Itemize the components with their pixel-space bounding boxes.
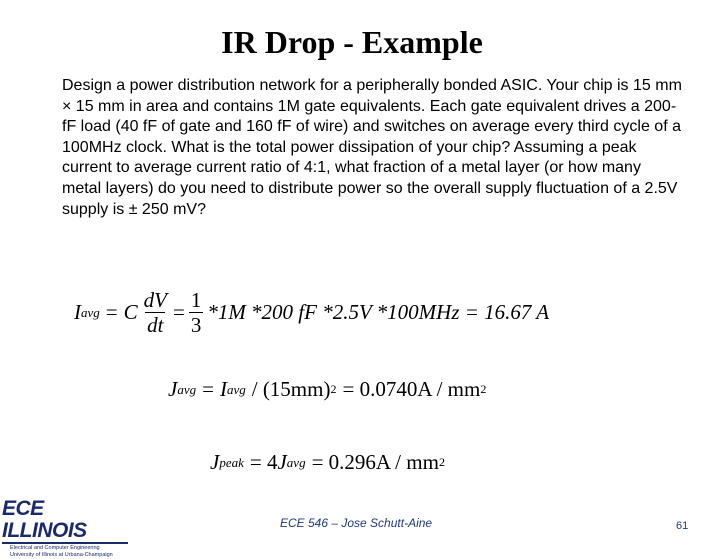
- page-number: 61: [676, 520, 689, 532]
- eq1-equals-2: =: [172, 300, 185, 324]
- eq1-one-den: 3: [190, 313, 202, 337]
- eq1-frac-num: dV: [143, 288, 167, 312]
- eq1-lhs-sub: avg: [81, 304, 100, 320]
- eq2-i: I: [219, 377, 227, 401]
- eq2-result: = 0.0740A / mm: [342, 377, 481, 401]
- equation-javg: [168, 377, 486, 402]
- eq3-j-sub: avg: [286, 454, 306, 470]
- slide-title: IR Drop - Example: [221, 24, 483, 60]
- eq2-result-sup: 2: [480, 382, 487, 396]
- eq1-equals: =: [105, 300, 118, 324]
- eq2-lhs-sub: avg: [177, 381, 197, 397]
- eq3-result: = 0.296A / mm: [311, 450, 439, 474]
- eq1-frac-den: dt: [147, 313, 164, 337]
- footer-course: ECE 546 – Jose Schutt-Aine: [280, 516, 433, 530]
- eq1-c: C: [123, 300, 138, 324]
- eq1-one-num: 1: [190, 288, 202, 312]
- logo-subtitle-2: University of Illinois at Urbana-Champaign: [10, 552, 113, 558]
- logo-title: ECE ILLINOIS: [2, 497, 87, 542]
- eq1-dv-dt-fraction: [142, 288, 169, 337]
- eq3-lhs: J: [210, 450, 220, 474]
- equation-iavg: [74, 288, 549, 337]
- problem-statement: Design a power distribution network for a peripherally bonded ASIC. Your chip is 15 mm × 15 mm in area and contains 1M gate equivalents. Each gate equivalent drives a 200-fF load (40 fF of gate and 160 fF of wire) and switches on average every third cycle of a 100MHz clock. What is the total power dissipation of your chip? Assuming a peak current to average current ratio of 4:1, what fraction of a metal layer (or how many metal layers) do you need to distribute power so the overall supply fluctuation of a 2.5V supply is ± 250 mV?: [62, 77, 682, 218]
- eq2-sup: 2: [330, 382, 337, 396]
- eq2-mid: / (15mm): [251, 377, 331, 401]
- equation-jpeak: [210, 450, 445, 475]
- ece-illinois-logo: [2, 497, 132, 558]
- eq2-i-sub: avg: [226, 381, 246, 397]
- eq3-equals: = 4: [249, 450, 278, 474]
- eq2-lhs: J: [168, 377, 178, 401]
- eq2-equals: =: [202, 377, 214, 401]
- eq3-j: J: [277, 450, 287, 474]
- logo-rule: [2, 542, 128, 544]
- eq3-lhs-sub: peak: [219, 454, 244, 470]
- logo-subtitle-1: Electrical and Computer Engineering: [10, 545, 100, 551]
- eq1-lhs: I: [74, 300, 81, 324]
- eq1-one-third-fraction: [189, 288, 204, 337]
- eq1-rest: *1M *200 fF *2.5V *100MHz = 16.67 A: [207, 300, 550, 324]
- eq3-result-sup: 2: [438, 455, 445, 469]
